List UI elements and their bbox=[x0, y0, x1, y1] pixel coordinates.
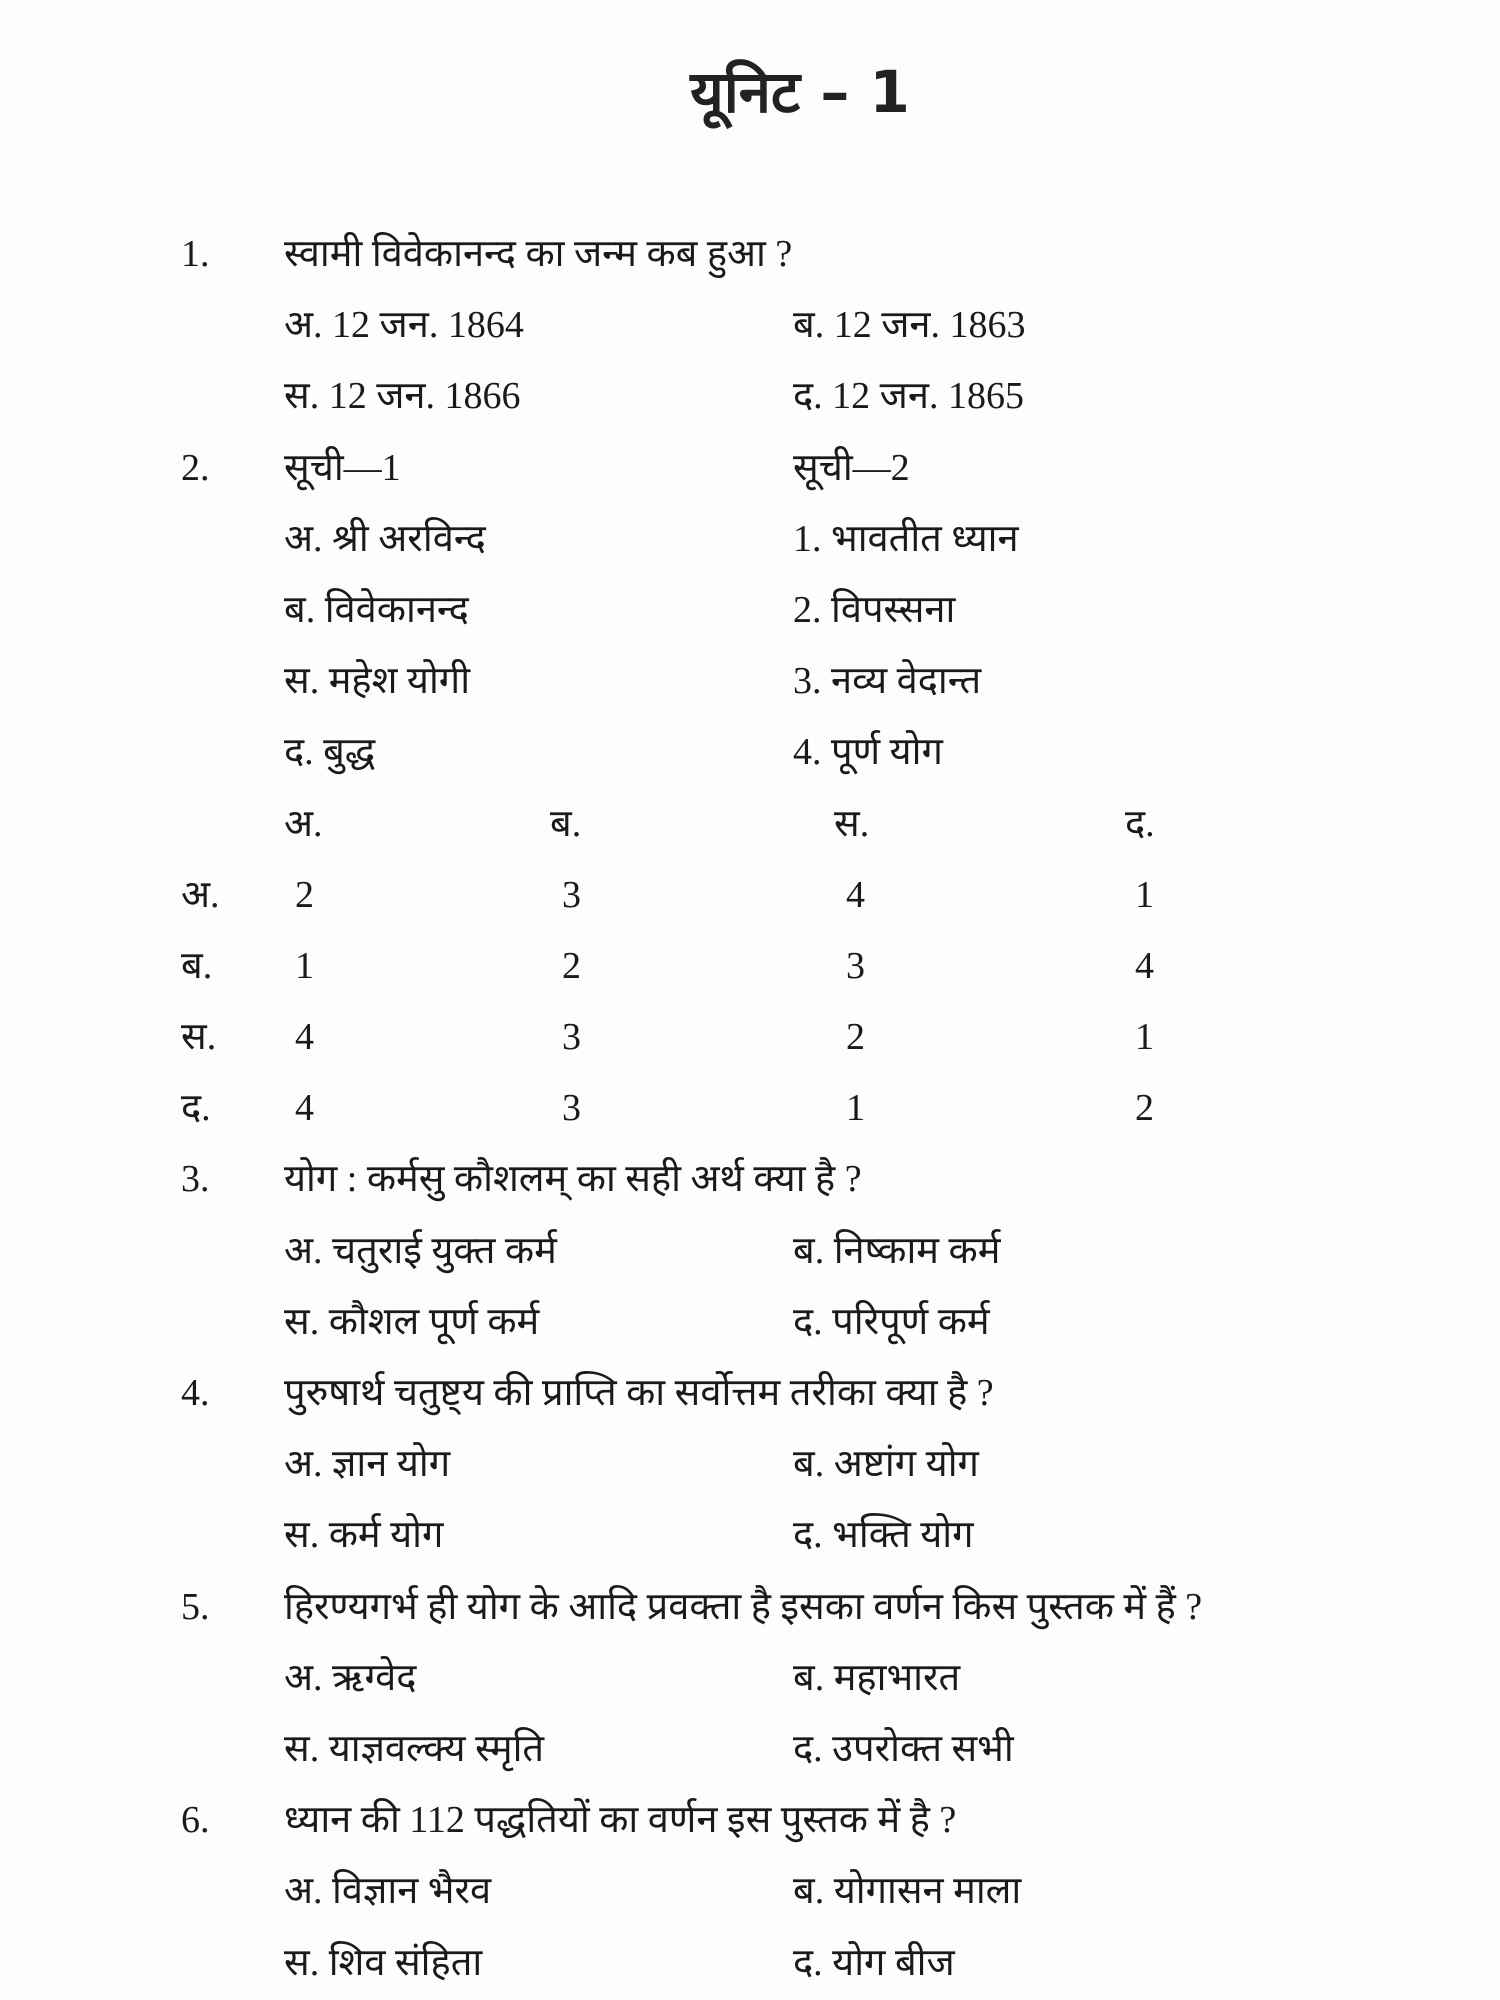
match-pair bbox=[0, 504, 1500, 575]
match-table-row bbox=[0, 860, 1500, 931]
option-label: स. bbox=[181, 1016, 217, 1059]
option: स. शिव संहिता bbox=[284, 1941, 483, 1984]
match-table-cell: 2 bbox=[295, 873, 314, 916]
match-pair bbox=[0, 575, 1500, 646]
list1-item: अ. श्री अरविन्द bbox=[284, 517, 486, 560]
match-table-cell: 2 bbox=[1135, 1087, 1154, 1130]
question-text: स्वामी विवेकानन्द का जन्म कब हुआ ? bbox=[284, 233, 793, 275]
match-table-cell: 1 bbox=[1135, 1016, 1154, 1059]
match-table-row bbox=[0, 931, 1500, 1002]
match-table-header-cell: ब. bbox=[550, 802, 582, 845]
option-label: ब. bbox=[181, 944, 213, 987]
options-row bbox=[0, 361, 1500, 432]
match-table-cell: 1 bbox=[846, 1087, 865, 1130]
question-number: 6. bbox=[181, 1799, 210, 1842]
question-heading bbox=[0, 1358, 1500, 1429]
question-heading bbox=[0, 433, 1500, 504]
list2-item: 3. नव्य वेदान्त bbox=[793, 660, 982, 703]
match-table-cell: 3 bbox=[846, 944, 865, 987]
options-row bbox=[0, 290, 1500, 361]
match-table-cell: 1 bbox=[1135, 873, 1154, 916]
question-number: 2. bbox=[181, 446, 210, 489]
list1-item: द. बुद्ध bbox=[284, 731, 376, 774]
list2-item: 4. पूर्ण योग bbox=[793, 731, 943, 774]
question-text: योग : कर्मसु कौशलम् का सही अर्थ क्या है ? bbox=[284, 1158, 862, 1201]
option-label: द. bbox=[181, 1087, 211, 1130]
match-table-cell: 3 bbox=[562, 1087, 581, 1130]
match-table-header bbox=[0, 789, 1500, 860]
match-table-cell: 4 bbox=[1135, 944, 1154, 987]
match-table-row bbox=[0, 1073, 1500, 1144]
match-table-cell: 2 bbox=[846, 1016, 865, 1059]
options-row bbox=[0, 1643, 1500, 1714]
match-table-cell: 4 bbox=[295, 1087, 314, 1130]
option: ब. निष्काम कर्म bbox=[793, 1229, 1001, 1272]
question-heading bbox=[0, 1572, 1500, 1643]
option: अ. 12 जन. 1864 bbox=[284, 304, 524, 347]
option: ब. अष्टांग योग bbox=[793, 1443, 979, 1486]
match-table-cell: 3 bbox=[562, 1016, 581, 1059]
question-number: 5. bbox=[181, 1585, 210, 1628]
option: स. कर्म योग bbox=[284, 1514, 444, 1557]
match-table-cell: 3 bbox=[562, 873, 581, 916]
question-heading bbox=[0, 219, 1500, 290]
match-pair bbox=[0, 717, 1500, 788]
option: ब. योगासन माला bbox=[793, 1870, 1022, 1913]
page-title: यूनिट – 1 bbox=[690, 58, 910, 126]
option-label: अ. bbox=[181, 873, 220, 916]
options-row bbox=[0, 1928, 1500, 1999]
match-table-header-cell: अ. bbox=[284, 802, 323, 845]
list1-heading: सूची—1 bbox=[284, 446, 401, 489]
option: अ. विज्ञान भैरव bbox=[284, 1870, 492, 1913]
list2-item: 1. भावतीत ध्यान bbox=[793, 517, 1019, 560]
option: द. योग बीज bbox=[793, 1941, 955, 1984]
options-row bbox=[0, 1216, 1500, 1287]
match-table-header-cell: द. bbox=[1125, 802, 1155, 845]
list2-heading: सूची—2 bbox=[793, 446, 910, 489]
option: स. कौशल पूर्ण कर्म bbox=[284, 1300, 540, 1343]
option: द. 12 जन. 1865 bbox=[793, 375, 1024, 418]
question-number: 4. bbox=[181, 1372, 210, 1414]
question-heading bbox=[0, 1144, 1500, 1215]
match-table-cell: 4 bbox=[295, 1016, 314, 1059]
option: द. उपरोक्त सभी bbox=[793, 1727, 1014, 1770]
question-list bbox=[0, 219, 1500, 1999]
option: स. याज्ञवल्क्य स्मृति bbox=[284, 1727, 545, 1770]
question-number: 1. bbox=[181, 233, 210, 275]
options-row bbox=[0, 1287, 1500, 1358]
options-row bbox=[0, 1429, 1500, 1500]
question-heading bbox=[0, 1785, 1500, 1856]
question-number: 3. bbox=[181, 1158, 210, 1201]
option: द. भक्ति योग bbox=[793, 1514, 974, 1557]
option: द. परिपूर्ण कर्म bbox=[793, 1300, 990, 1343]
options-row bbox=[0, 1714, 1500, 1785]
list2-item: 2. विपस्सना bbox=[793, 588, 956, 631]
question-text: हिरण्यगर्भ ही योग के आदि प्रवक्ता है इसका वर्णन किस पुस्तक में हैं ? bbox=[284, 1585, 1203, 1628]
match-table-cell: 2 bbox=[562, 944, 581, 987]
option: अ. ऋग्वेद bbox=[284, 1656, 417, 1699]
options-row bbox=[0, 1500, 1500, 1571]
match-table-header-cell: स. bbox=[834, 802, 870, 845]
option: अ. चतुराई युक्त कर्म bbox=[284, 1229, 557, 1272]
options-row bbox=[0, 1856, 1500, 1927]
question-text: पुरुषार्थ चतुष्ट्य की प्राप्ति का सर्वोत्तम तरीका क्या है ? bbox=[284, 1372, 994, 1414]
question-text: ध्यान की 112 पद्धतियों का वर्णन इस पुस्तक में है ? bbox=[284, 1799, 957, 1842]
match-table-row bbox=[0, 1002, 1500, 1073]
list1-item: स. महेश योगी bbox=[284, 660, 471, 703]
option: अ. ज्ञान योग bbox=[284, 1443, 451, 1486]
match-pair bbox=[0, 646, 1500, 717]
option: स. 12 जन. 1866 bbox=[284, 375, 521, 418]
option: ब. महाभारत bbox=[793, 1656, 961, 1699]
option: ब. 12 जन. 1863 bbox=[793, 304, 1026, 347]
list1-item: ब. विवेकानन्द bbox=[284, 588, 469, 631]
match-table-cell: 4 bbox=[846, 873, 865, 916]
match-table-cell: 1 bbox=[295, 944, 314, 987]
